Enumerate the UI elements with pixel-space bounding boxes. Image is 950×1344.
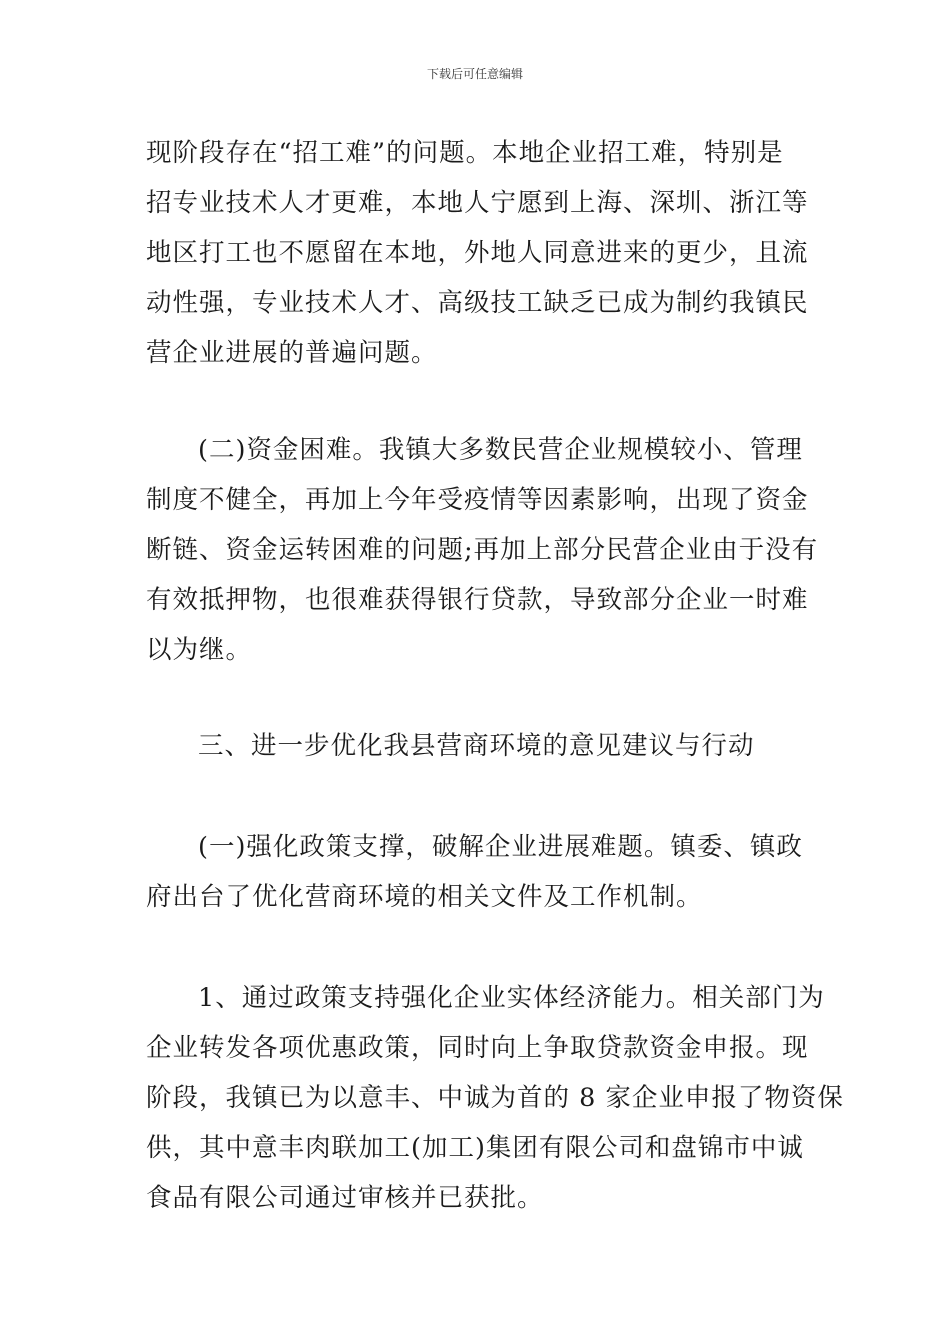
text-line: 断链、资金运转困难的问题;再加上部分民营企业由于没有 <box>146 535 819 565</box>
section-heading-three <box>146 721 806 771</box>
page-header-caption: 下载后可任意编辑 <box>426 67 523 81</box>
text-line: 供，其中意丰肉联加工(加工)集团有限公司和盘锦市中诚 <box>146 1133 804 1163</box>
text-line: 食品有限公司通过审核并已获批。 <box>146 1183 544 1213</box>
text-line: (二)资金困难。我镇大多数民营企业规模较小、管理 <box>198 435 803 465</box>
text-line: (一)强化政策支撑，破解企业进展难题。镇委、镇政 <box>198 832 803 862</box>
text-line: 企业转发各项优惠政策，同时向上争取贷款资金申报。现 <box>146 1033 809 1063</box>
text-line: 三、进一步优化我县营商环境的意见建议与行动 <box>198 731 755 761</box>
paragraph-recruitment-difficulty <box>146 128 809 378</box>
text-line: 现阶段存在“招工难”的问题。本地企业招工难，特别是 <box>146 138 784 168</box>
text-line: 1、通过政策支持强化企业实体经济能力。相关部门为 <box>198 983 825 1013</box>
text-line: 地区打工也不愿留在本地，外地人同意进来的更少，且流 <box>146 238 809 268</box>
paragraph-policy-support <box>146 822 806 922</box>
text-line: 府出台了优化营商环境的相关文件及工作机制。 <box>146 882 703 912</box>
paragraph-item-one <box>146 973 844 1223</box>
text-line: 动性强，专业技术人才、高级技工缺乏已成为制约我镇民 <box>146 288 809 318</box>
text-line: 阶段，我镇已为以意丰、中诚为首的 8 家企业申报了物资保 <box>146 1083 844 1113</box>
text-line: 制度不健全，再加上今年受疫情等因素影响，出现了资金 <box>146 485 809 515</box>
text-line: 有效抵押物，也很难获得银行贷款，导致部分企业一时难 <box>146 585 809 615</box>
text-line: 招专业技术人才更难，本地人宁愿到上海、深圳、浙江等 <box>146 188 809 218</box>
text-line: 营企业进展的普遍问题。 <box>146 338 438 368</box>
paragraph-funding-difficulty <box>146 425 819 675</box>
text-line: 以为继。 <box>146 635 253 665</box>
